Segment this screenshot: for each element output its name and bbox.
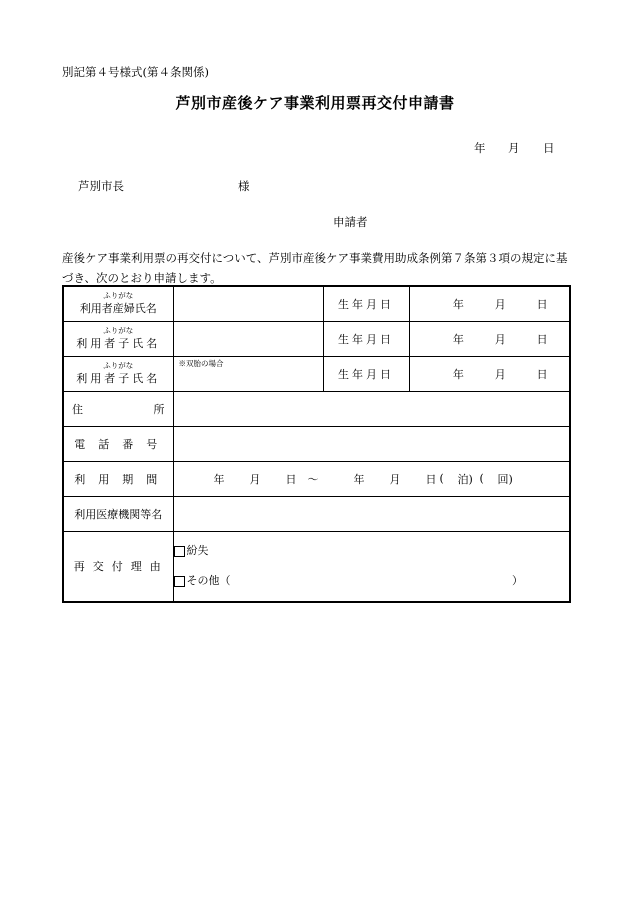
facility-row bbox=[63, 496, 570, 531]
twin-child-row bbox=[63, 356, 570, 391]
applicant-label: 申請者 bbox=[333, 215, 368, 229]
address-label bbox=[63, 391, 173, 426]
child-name-label-cell bbox=[63, 321, 173, 356]
phone-field[interactable] bbox=[173, 426, 570, 461]
period-end-day: 日 bbox=[425, 472, 437, 486]
twin-child-name-label-cell bbox=[63, 356, 173, 391]
application-form-table bbox=[62, 285, 571, 603]
reason-lost-checkbox[interactable] bbox=[174, 546, 185, 557]
reason-lost-option[interactable] bbox=[174, 536, 570, 566]
mother-name-field[interactable] bbox=[173, 286, 323, 321]
addressee-honorific: 様 bbox=[238, 179, 250, 193]
address-field[interactable] bbox=[173, 391, 570, 426]
reason-row bbox=[63, 531, 570, 602]
furigana-label: ふりがな bbox=[103, 326, 134, 335]
furigana-label: ふりがな bbox=[103, 361, 134, 370]
date-day-label: 日 bbox=[543, 141, 555, 155]
reason-other-checkbox[interactable] bbox=[174, 576, 185, 587]
date-month-label: 月 bbox=[508, 141, 520, 155]
date-year-label: 年 bbox=[474, 141, 486, 155]
dob-day-label: 日 bbox=[536, 332, 548, 346]
child-name-label: 利用者子氏名 bbox=[76, 337, 161, 350]
nights-open: ( bbox=[439, 472, 444, 485]
times-open: ( bbox=[479, 472, 484, 485]
mother-dob-field[interactable] bbox=[409, 286, 570, 321]
period-tilde: ～ bbox=[307, 472, 319, 486]
twin-child-dob-label: 生年月日 bbox=[323, 356, 409, 391]
reason-lost-label: 紛失 bbox=[186, 544, 209, 558]
period-end-month: 月 bbox=[389, 472, 401, 486]
period-end-year: 年 bbox=[353, 472, 365, 486]
child-dob-label: 生年月日 bbox=[323, 321, 409, 356]
twin-child-name-label: 利用者子氏名 bbox=[76, 372, 161, 385]
addressee-name: 芦別市長 bbox=[78, 179, 124, 193]
reason-field bbox=[173, 531, 570, 602]
address-label-char-2: 所 bbox=[153, 402, 165, 416]
child-name-field[interactable] bbox=[173, 321, 323, 356]
period-field[interactable] bbox=[173, 461, 570, 496]
phone-label: 電話番号 bbox=[63, 426, 173, 461]
dob-month-label: 月 bbox=[494, 367, 506, 381]
mother-dob-label: 生年月日 bbox=[323, 286, 409, 321]
child-dob-field[interactable] bbox=[409, 321, 570, 356]
period-start-year: 年 bbox=[213, 472, 225, 486]
period-label: 利用期間 bbox=[63, 461, 173, 496]
twins-note: ※双胎の場合 bbox=[178, 358, 224, 368]
twin-child-dob-field[interactable] bbox=[409, 356, 570, 391]
period-row bbox=[63, 461, 570, 496]
period-start-day: 日 bbox=[285, 472, 297, 486]
dob-month-label: 月 bbox=[494, 297, 506, 311]
reason-other-close: ） bbox=[512, 574, 523, 588]
mother-row bbox=[63, 286, 570, 321]
twin-child-name-field[interactable] bbox=[173, 356, 323, 391]
child-row bbox=[63, 321, 570, 356]
facility-label: 利用医療機関等名 bbox=[63, 496, 173, 531]
dob-day-label: 日 bbox=[536, 297, 548, 311]
address-row bbox=[63, 391, 570, 426]
dob-month-label: 月 bbox=[494, 332, 506, 346]
dob-year-label: 年 bbox=[452, 367, 464, 381]
page-title: 芦別市産後ケア事業利用票再交付申請書 bbox=[175, 94, 455, 112]
reason-other-input[interactable] bbox=[231, 566, 513, 596]
reason-other-option[interactable] bbox=[174, 566, 570, 596]
period-start-month: 月 bbox=[249, 472, 261, 486]
times-unit: 回) bbox=[497, 472, 513, 486]
dob-year-label: 年 bbox=[452, 332, 464, 346]
dob-day-label: 日 bbox=[536, 367, 548, 381]
mother-name-label: 利用者産婦氏名 bbox=[79, 302, 157, 316]
phone-row bbox=[63, 426, 570, 461]
mother-name-label-cell bbox=[63, 286, 173, 321]
nights-unit: 泊) bbox=[457, 472, 473, 486]
reason-other-label: その他（ bbox=[186, 574, 231, 588]
address-label-char-1: 住 bbox=[72, 402, 83, 416]
furigana-label: ふりがな bbox=[103, 291, 134, 301]
form-number: 別記第４号様式(第４条関係) bbox=[62, 65, 209, 79]
dob-year-label: 年 bbox=[452, 297, 464, 311]
reason-label: 再交付理由 bbox=[63, 531, 173, 602]
facility-field[interactable] bbox=[173, 496, 570, 531]
intro-text: 産後ケア事業利用票の再交付について、芦別市産後ケア事業費用助成条例第７条第３項の規定に基づき、次のとおり申請します。 bbox=[62, 251, 568, 285]
